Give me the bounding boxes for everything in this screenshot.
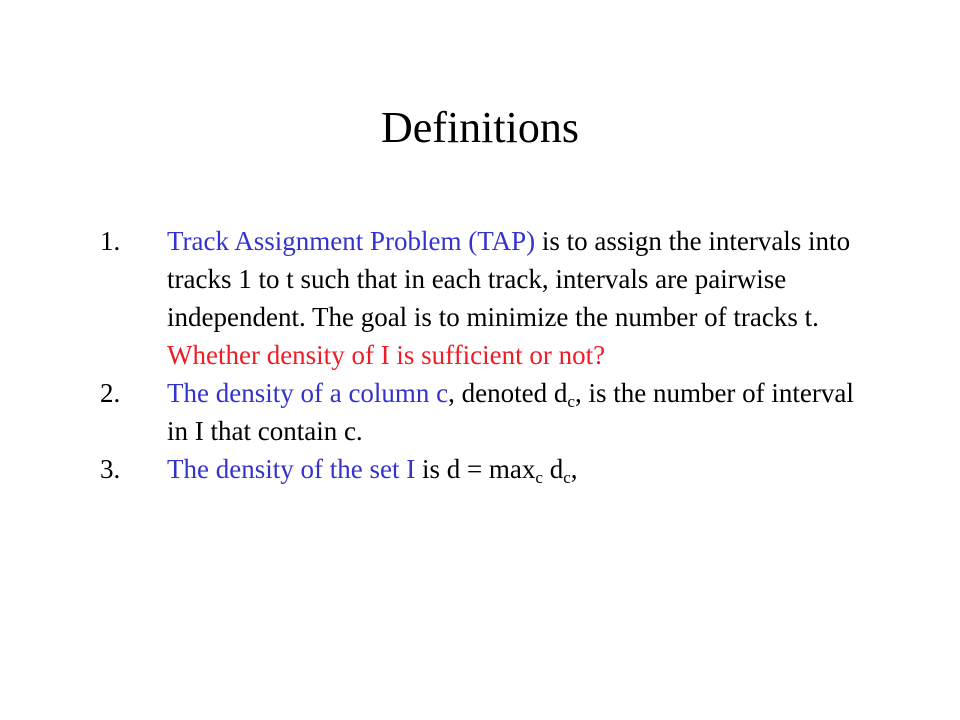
item-text xyxy=(167,450,870,488)
definitions-list xyxy=(100,222,870,488)
item-description: , xyxy=(570,454,578,484)
item-text xyxy=(167,222,870,374)
item-number: 1. xyxy=(100,226,121,256)
item-number: 3. xyxy=(100,454,121,484)
subscript: c xyxy=(535,468,543,487)
subscript: c xyxy=(563,468,571,487)
item-description: is to assign the intervals into tracks 1 to t such that in each track, intervals are pairwise independent. The goal is to minimize the number of tracks t. xyxy=(167,226,851,332)
item-description: is d = max xyxy=(415,454,536,484)
item-text xyxy=(167,374,870,450)
list-item xyxy=(100,222,870,374)
item-description: , is the number of interval in I that contain c. xyxy=(167,378,854,446)
list-item xyxy=(100,374,870,450)
list-item xyxy=(100,450,870,488)
item-question: Whether density of I is sufficient or not? xyxy=(167,340,606,370)
item-term: The density of the set I xyxy=(167,454,416,484)
item-term: The density of a column c xyxy=(167,378,449,408)
item-number: 2. xyxy=(100,378,121,408)
item-description: , denoted d xyxy=(448,378,568,408)
item-description: d xyxy=(542,454,564,484)
slide-title: Definitions xyxy=(381,103,579,152)
subscript: c xyxy=(567,392,575,411)
item-term: Track Assignment Problem (TAP) xyxy=(167,226,536,256)
